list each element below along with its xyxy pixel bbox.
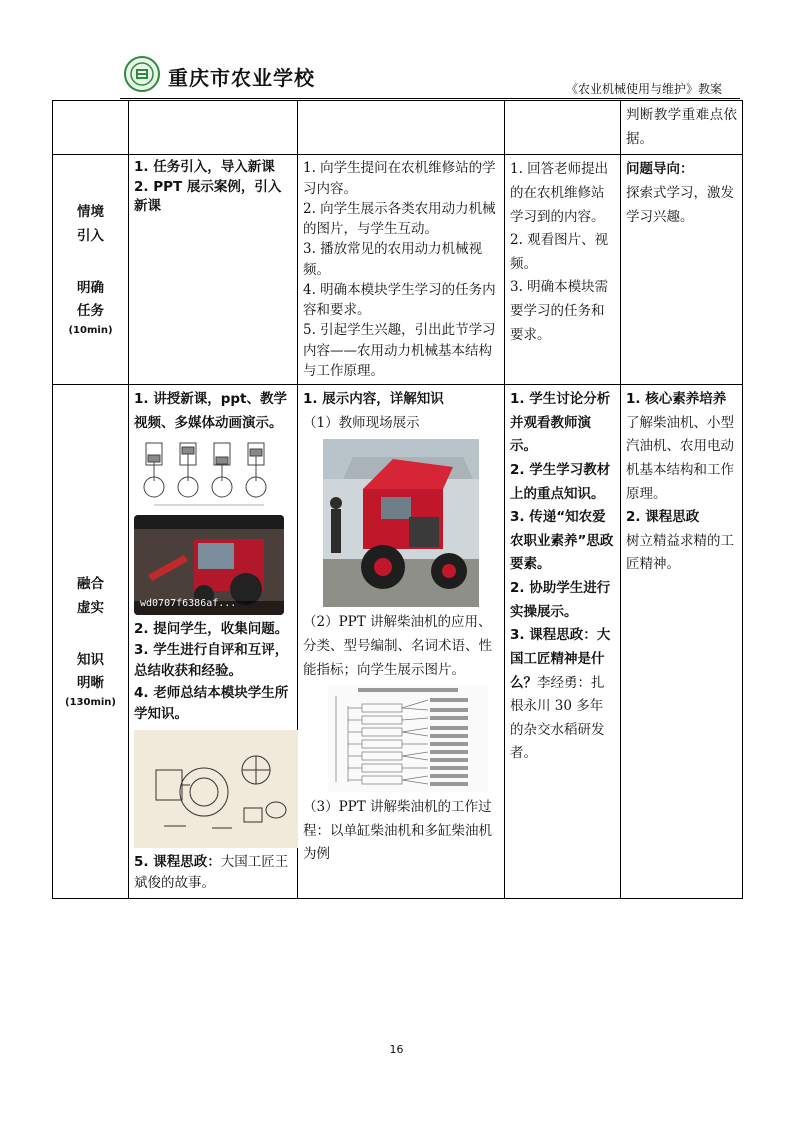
page-number: 16: [389, 1043, 404, 1056]
list-item: 5. 引起学生兴趣，引出此节学习内容——农用动力机械基本结构与工作原理。: [303, 322, 496, 379]
intent-title: 问题导向：: [626, 161, 694, 178]
intent-text: 树立精益求精的工匠精神。: [626, 532, 734, 573]
stage-label: 融合: [77, 576, 104, 593]
list-item: 2. 协助学生进行实操展示。: [510, 580, 611, 620]
cell-teacher-activity: [298, 155, 505, 385]
cell-teaching-content: [129, 155, 298, 385]
list-item: 2. 学生学习教材上的重点知识。: [510, 461, 611, 502]
cell-teaching-content: [129, 385, 298, 899]
list-item: [134, 852, 292, 895]
list-item: 4. 明确本模块学生学习的任务内容和要求。: [303, 281, 496, 318]
cell-teacher-activity: [298, 385, 505, 899]
cell-student-activity: [505, 155, 621, 385]
course-name: 《农业机械使用与维护》教案: [565, 82, 722, 96]
list-item: 1. 讲授新课，ppt、教学视频、多媒体动画演示。: [134, 391, 288, 431]
table-row-continued: [53, 101, 743, 155]
table-row-intro: [53, 155, 743, 385]
stage-duration: (10min): [68, 324, 113, 336]
header-divider: [120, 98, 740, 99]
ideology-text: 大国工匠王斌俊的故事。: [134, 853, 289, 892]
list-item: （2）PPT 讲解柴油机的应用、分类、型号编制、名词术语、性能指标；向学生展示图片。: [303, 614, 492, 678]
engine-cycle-diagram: [134, 439, 284, 511]
electric-motor-exploded-diagram: [134, 730, 298, 848]
stage-label: 引入: [77, 228, 104, 244]
list-item: [510, 624, 615, 766]
stage-label: 情境: [77, 204, 104, 221]
ideology-text: 李经勇：扎根永川 30 多年的杂交水稻研发者。: [510, 674, 605, 762]
stage-cell-intro: [53, 155, 129, 385]
stage-label: 虚实: [77, 599, 104, 616]
school-name: 重庆市农业学校: [168, 66, 315, 90]
cell-design-intent: 判断教学重难点依据。: [621, 101, 743, 155]
ideology-label: 5. 课程思政：: [134, 853, 221, 870]
cell-empty: [298, 101, 505, 155]
list-item: 4. 老师总结本模块学生所学知识。: [134, 684, 289, 723]
lesson-plan-table: [52, 100, 743, 899]
intent-text: 探索式学习，激发学习兴趣。: [626, 184, 734, 225]
cell-design-intent: [621, 385, 743, 899]
stage-duration: (130min): [65, 696, 116, 708]
list-item: （3）PPT 讲解柴油机的工作过程：以单缸柴油机和多缸柴油机为例: [303, 799, 492, 863]
section-title: 1. 展示内容，详解知识: [303, 391, 444, 407]
stage-label: 任务: [77, 303, 104, 320]
list-item: （1）教师现场展示: [303, 414, 420, 431]
stage-label: 知识: [77, 651, 104, 668]
cell-empty: [129, 101, 298, 155]
page-header: [120, 52, 750, 100]
list-item: 1. 学生讨论分析并观看教师演示。: [510, 391, 611, 455]
stage-label: 明确: [77, 279, 104, 296]
tractor-photo: [323, 439, 479, 607]
intent-text: 了解柴油机、小型汽油机、农用电动机基本结构和工作原理。: [626, 414, 734, 502]
list-item: 3. 明确本模块需要学习的任务和要求。: [510, 279, 609, 343]
video-caption: wd0707f6386af...: [140, 598, 237, 610]
list-item: 3. 播放常见的农用动力机械视频。: [303, 241, 483, 278]
list-item: 3. 学生进行自评和互评，总结收获和经验。: [134, 641, 289, 680]
stage-cell-knowledge: [53, 385, 129, 899]
table-row-knowledge: [53, 385, 743, 899]
list-item: 2. 向学生展示各类农用动力机械的图片，与学生互动。: [303, 200, 496, 237]
list-item: 2. 提问学生，收集问题。: [134, 621, 289, 638]
stage-label: 明晰: [77, 675, 104, 692]
list-item: 2. 观看图片、视频。: [510, 232, 609, 272]
ideology-label: 3. 课程思政：大国工匠精神是什么？: [510, 627, 611, 691]
cell-stage-empty: [53, 101, 129, 155]
intent-title: 1. 核心素养培养: [626, 391, 727, 407]
diesel-structure-chart: [328, 686, 488, 792]
teaching-video-player[interactable]: [134, 515, 284, 615]
intent-title: 2. 课程思政: [626, 509, 700, 526]
cell-empty: [505, 101, 621, 155]
list-item: 1. 向学生提问在农机维修站的学习内容。: [303, 160, 496, 197]
list-item: 2. PPT 展示案例，引入新课: [134, 178, 282, 215]
cell-design-intent: [621, 155, 743, 385]
list-item: 1. 任务引入，导入新课: [134, 159, 275, 176]
school-logo-icon: [124, 56, 160, 92]
list-item: 3. 传递“知农爱农职业素养”思政要素。: [510, 509, 614, 573]
cell-student-activity: [505, 385, 621, 899]
list-item: 1. 回答老师提出的在农机维修站学习到的内容。: [510, 161, 609, 225]
